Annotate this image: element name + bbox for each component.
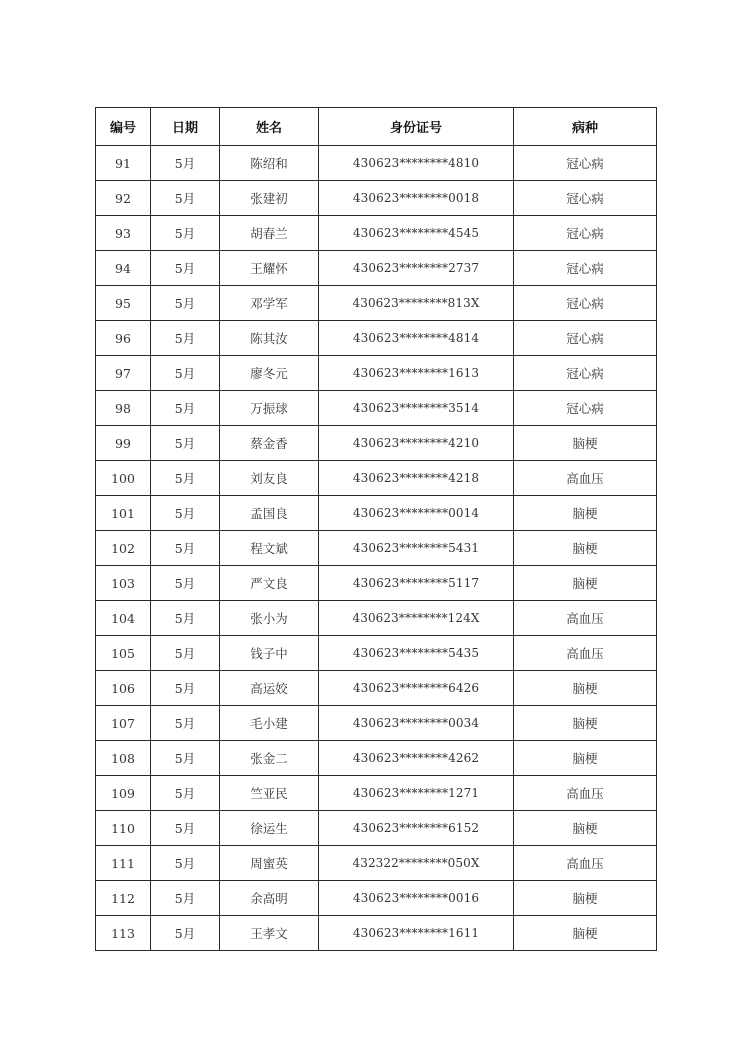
row-number: 92 bbox=[96, 181, 151, 216]
row-number: 100 bbox=[96, 461, 151, 496]
table-row bbox=[96, 706, 657, 741]
row-date: 5月 bbox=[151, 356, 220, 391]
row-id-number: 430623********1271 bbox=[319, 776, 514, 811]
row-id-number: 430623********1613 bbox=[319, 356, 514, 391]
table-row bbox=[96, 496, 657, 531]
table-row bbox=[96, 181, 657, 216]
row-disease: 高血压 bbox=[514, 601, 657, 636]
row-id-number: 430623********4262 bbox=[319, 741, 514, 776]
header-disease: 病种 bbox=[514, 108, 657, 146]
row-number: 111 bbox=[96, 846, 151, 881]
row-date: 5月 bbox=[151, 776, 220, 811]
row-date: 5月 bbox=[151, 181, 220, 216]
row-id-number: 430623********6426 bbox=[319, 671, 514, 706]
row-id-number: 432322********050X bbox=[319, 846, 514, 881]
row-date: 5月 bbox=[151, 286, 220, 321]
table-row bbox=[96, 286, 657, 321]
row-id-number: 430623********6152 bbox=[319, 811, 514, 846]
row-date: 5月 bbox=[151, 146, 220, 181]
row-name: 邓学军 bbox=[220, 286, 319, 321]
row-number: 93 bbox=[96, 216, 151, 251]
row-disease: 脑梗 bbox=[514, 566, 657, 601]
row-disease: 冠心病 bbox=[514, 356, 657, 391]
row-number: 97 bbox=[96, 356, 151, 391]
row-date: 5月 bbox=[151, 881, 220, 916]
row-date: 5月 bbox=[151, 846, 220, 881]
table-row bbox=[96, 461, 657, 496]
row-number: 101 bbox=[96, 496, 151, 531]
row-id-number: 430623********2737 bbox=[319, 251, 514, 286]
row-number: 95 bbox=[96, 286, 151, 321]
row-date: 5月 bbox=[151, 391, 220, 426]
row-id-number: 430623********4810 bbox=[319, 146, 514, 181]
row-name: 竺亚民 bbox=[220, 776, 319, 811]
row-name: 严文良 bbox=[220, 566, 319, 601]
header-number: 编号 bbox=[96, 108, 151, 146]
row-id-number: 430623********0018 bbox=[319, 181, 514, 216]
row-name: 高运姣 bbox=[220, 671, 319, 706]
row-number: 102 bbox=[96, 531, 151, 566]
row-id-number: 430623********0034 bbox=[319, 706, 514, 741]
row-number: 94 bbox=[96, 251, 151, 286]
row-disease: 脑梗 bbox=[514, 881, 657, 916]
row-name: 张建初 bbox=[220, 181, 319, 216]
table-row bbox=[96, 146, 657, 181]
row-date: 5月 bbox=[151, 916, 220, 951]
row-number: 108 bbox=[96, 741, 151, 776]
row-name: 周蜜英 bbox=[220, 846, 319, 881]
row-disease: 脑梗 bbox=[514, 916, 657, 951]
row-date: 5月 bbox=[151, 601, 220, 636]
row-name: 王孝文 bbox=[220, 916, 319, 951]
row-id-number: 430623********4814 bbox=[319, 321, 514, 356]
table-header bbox=[96, 108, 657, 146]
row-disease: 冠心病 bbox=[514, 251, 657, 286]
header-id-number: 身份证号 bbox=[319, 108, 514, 146]
row-id-number: 430623********0016 bbox=[319, 881, 514, 916]
table-row bbox=[96, 566, 657, 601]
table-row bbox=[96, 356, 657, 391]
table-row bbox=[96, 636, 657, 671]
row-name: 刘友良 bbox=[220, 461, 319, 496]
row-date: 5月 bbox=[151, 461, 220, 496]
row-date: 5月 bbox=[151, 636, 220, 671]
row-number: 99 bbox=[96, 426, 151, 461]
row-date: 5月 bbox=[151, 741, 220, 776]
row-name: 徐运生 bbox=[220, 811, 319, 846]
row-number: 106 bbox=[96, 671, 151, 706]
row-name: 孟国良 bbox=[220, 496, 319, 531]
row-disease: 脑梗 bbox=[514, 426, 657, 461]
row-date: 5月 bbox=[151, 251, 220, 286]
row-date: 5月 bbox=[151, 321, 220, 356]
row-date: 5月 bbox=[151, 216, 220, 251]
table-row bbox=[96, 426, 657, 461]
table-row bbox=[96, 811, 657, 846]
table-row bbox=[96, 321, 657, 356]
row-date: 5月 bbox=[151, 531, 220, 566]
row-date: 5月 bbox=[151, 706, 220, 741]
row-name: 陈其汝 bbox=[220, 321, 319, 356]
row-disease: 高血压 bbox=[514, 636, 657, 671]
header-date: 日期 bbox=[151, 108, 220, 146]
table-row bbox=[96, 916, 657, 951]
row-disease: 脑梗 bbox=[514, 496, 657, 531]
row-disease: 脑梗 bbox=[514, 811, 657, 846]
table-row bbox=[96, 601, 657, 636]
table-row bbox=[96, 741, 657, 776]
row-number: 109 bbox=[96, 776, 151, 811]
table-body bbox=[96, 146, 657, 951]
table-row bbox=[96, 776, 657, 811]
row-id-number: 430623********3514 bbox=[319, 391, 514, 426]
row-id-number: 430623********4210 bbox=[319, 426, 514, 461]
row-id-number: 430623********0014 bbox=[319, 496, 514, 531]
row-name: 万振球 bbox=[220, 391, 319, 426]
row-number: 113 bbox=[96, 916, 151, 951]
row-date: 5月 bbox=[151, 671, 220, 706]
row-id-number: 430623********5117 bbox=[319, 566, 514, 601]
row-number: 103 bbox=[96, 566, 151, 601]
row-name: 胡春兰 bbox=[220, 216, 319, 251]
row-id-number: 430623********5431 bbox=[319, 531, 514, 566]
row-disease: 脑梗 bbox=[514, 671, 657, 706]
row-name: 钱子中 bbox=[220, 636, 319, 671]
row-name: 廖冬元 bbox=[220, 356, 319, 391]
row-id-number: 430623********813X bbox=[319, 286, 514, 321]
row-name: 程文斌 bbox=[220, 531, 319, 566]
row-id-number: 430623********124X bbox=[319, 601, 514, 636]
row-disease: 冠心病 bbox=[514, 391, 657, 426]
row-number: 104 bbox=[96, 601, 151, 636]
row-id-number: 430623********5435 bbox=[319, 636, 514, 671]
row-disease: 高血压 bbox=[514, 461, 657, 496]
row-disease: 脑梗 bbox=[514, 531, 657, 566]
row-disease: 冠心病 bbox=[514, 216, 657, 251]
row-name: 余高明 bbox=[220, 881, 319, 916]
row-name: 蔡金香 bbox=[220, 426, 319, 461]
row-id-number: 430623********4545 bbox=[319, 216, 514, 251]
table-row bbox=[96, 881, 657, 916]
row-number: 105 bbox=[96, 636, 151, 671]
row-disease: 冠心病 bbox=[514, 181, 657, 216]
row-number: 110 bbox=[96, 811, 151, 846]
row-disease: 高血压 bbox=[514, 846, 657, 881]
row-name: 毛小建 bbox=[220, 706, 319, 741]
header-row bbox=[96, 108, 657, 146]
header-name: 姓名 bbox=[220, 108, 319, 146]
table-row bbox=[96, 391, 657, 426]
row-disease: 冠心病 bbox=[514, 286, 657, 321]
row-name: 张金二 bbox=[220, 741, 319, 776]
row-disease: 高血压 bbox=[514, 776, 657, 811]
row-disease: 冠心病 bbox=[514, 321, 657, 356]
table-row bbox=[96, 671, 657, 706]
table-row bbox=[96, 846, 657, 881]
row-date: 5月 bbox=[151, 496, 220, 531]
row-number: 112 bbox=[96, 881, 151, 916]
table-row bbox=[96, 251, 657, 286]
row-date: 5月 bbox=[151, 566, 220, 601]
row-number: 91 bbox=[96, 146, 151, 181]
table-row bbox=[96, 531, 657, 566]
row-name: 陈绍和 bbox=[220, 146, 319, 181]
row-number: 107 bbox=[96, 706, 151, 741]
row-number: 98 bbox=[96, 391, 151, 426]
row-name: 王耀怀 bbox=[220, 251, 319, 286]
row-id-number: 430623********1611 bbox=[319, 916, 514, 951]
row-name: 张小为 bbox=[220, 601, 319, 636]
row-disease: 脑梗 bbox=[514, 706, 657, 741]
row-number: 96 bbox=[96, 321, 151, 356]
patient-table bbox=[95, 107, 657, 951]
row-date: 5月 bbox=[151, 811, 220, 846]
table-row bbox=[96, 216, 657, 251]
row-disease: 脑梗 bbox=[514, 741, 657, 776]
row-date: 5月 bbox=[151, 426, 220, 461]
row-id-number: 430623********4218 bbox=[319, 461, 514, 496]
row-disease: 冠心病 bbox=[514, 146, 657, 181]
